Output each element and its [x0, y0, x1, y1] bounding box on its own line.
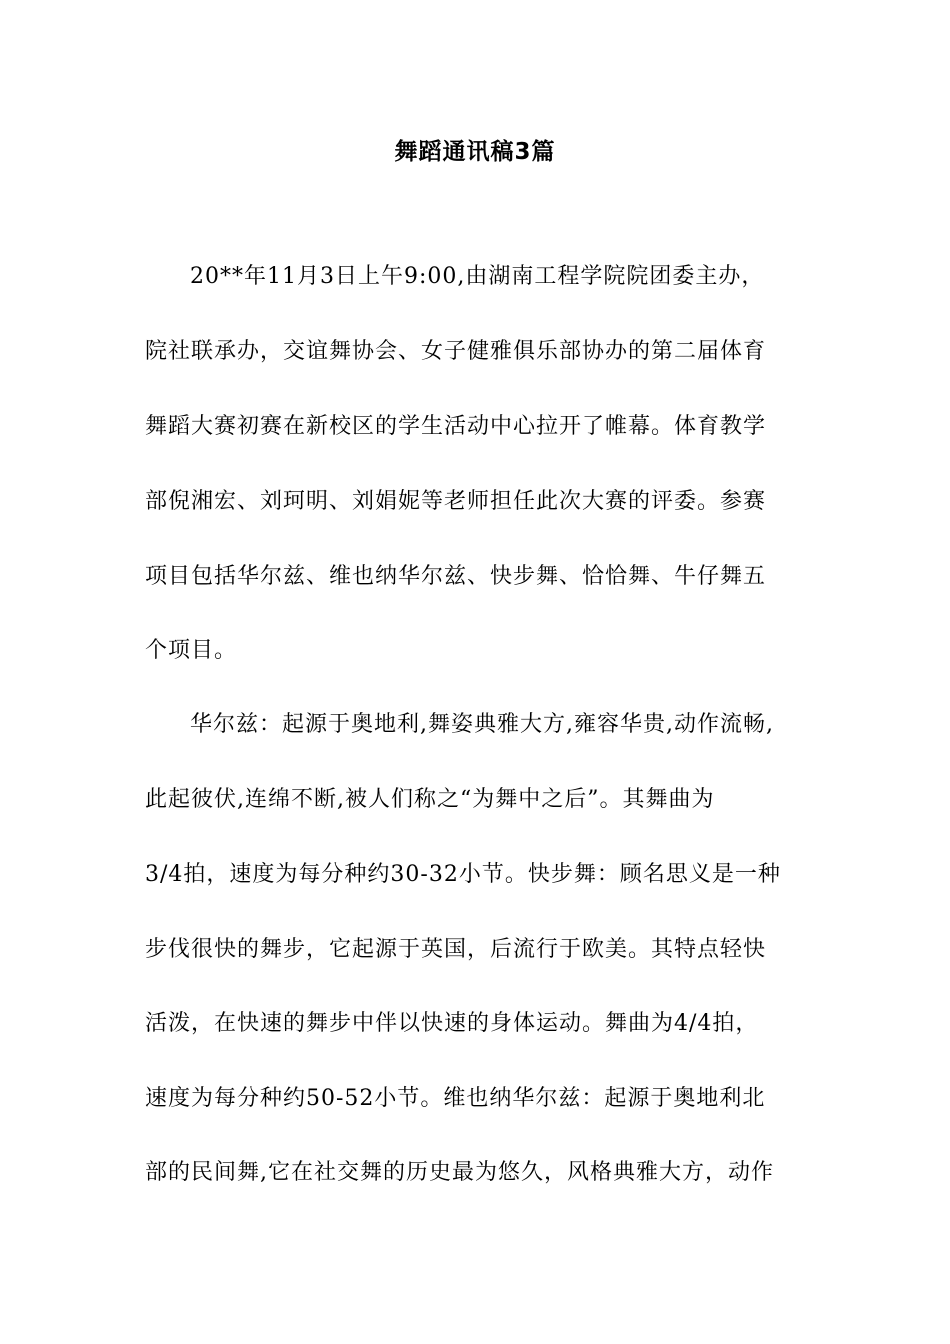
paragraph-1-line-6: 个项目。: [145, 638, 238, 663]
paragraph-2-line-3: 3/4拍，速度为每分种约30-32小节。快步舞：顾名思义是一种: [145, 862, 781, 887]
paragraph-2-line-2: 此起彼伏,连绵不断,被人们称之“为舞中之后”。其舞曲为: [145, 787, 715, 812]
paragraph-2-line-7: 部的民间舞,它在社交舞的历史最为悠久，风格典雅大方，动作: [145, 1160, 774, 1185]
paragraph-1-line-3: 舞蹈大赛初赛在新校区的学生活动中心拉开了帷幕。体育教学: [145, 414, 767, 439]
paragraph-1-line-5: 项目包括华尔兹、维也纳华尔兹、快步舞、恰恰舞、牛仔舞五: [145, 564, 767, 589]
paragraph-1-line-2: 院社联承办，交谊舞协会、女子健雅俱乐部协办的第二届体育: [145, 339, 767, 364]
paragraph-2-line-6: 速度为每分种约50-52小节。维也纳华尔兹：起源于奥地利北: [145, 1086, 766, 1111]
paragraph-2-line-1: 华尔兹：起源于奥地利,舞姿典雅大方,雍容华贵,动作流畅,: [190, 712, 774, 737]
document-title: 舞蹈通讯稿3篇: [394, 139, 556, 165]
paragraph-1-line-4: 部倪湘宏、刘珂明、刘娟妮等老师担任此次大赛的评委。参赛: [145, 489, 767, 514]
paragraph-2-line-5: 活泼，在快速的舞步中伴以快速的身体运动。舞曲为4/4拍，: [145, 1011, 759, 1036]
paragraph-2-line-4: 步伐很快的舞步，它起源于英国，后流行于欧美。其特点轻快: [145, 937, 767, 962]
paragraph-1-line-1: 20**年11月3日上午9:00,由湖南工程学院院团委主办，: [190, 264, 765, 289]
